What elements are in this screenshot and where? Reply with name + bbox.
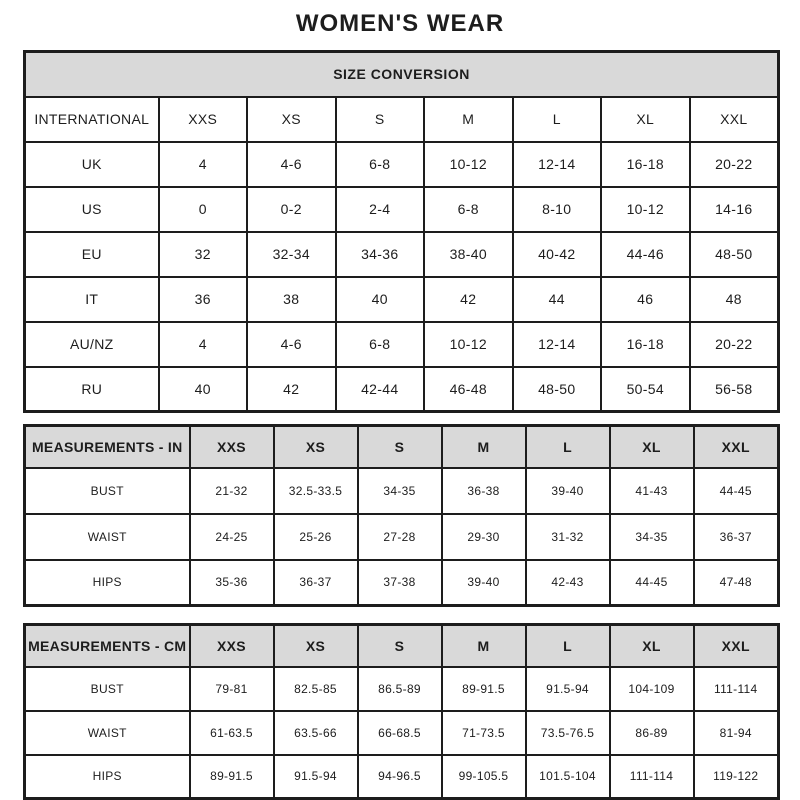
value-cell: 44-45 [610,560,694,606]
value-cell: 20-22 [690,322,779,367]
value-cell: 42-44 [336,367,425,412]
value-cell: 89-91.5 [190,755,274,799]
value-cell: 16-18 [601,322,690,367]
table-row-bust [25,468,779,514]
column-header-m: M [442,426,526,468]
column-header-m: M [442,625,526,667]
value-cell: 82.5-85 [274,667,358,711]
value-cell: 50-54 [601,367,690,412]
value-cell: 36 [159,277,248,322]
column-header-xxs: XXS [190,625,274,667]
value-cell: 61-63.5 [190,711,274,755]
column-header-xl: XL [610,625,694,667]
value-cell: 4-6 [247,142,336,187]
column-header-s: S [358,426,442,468]
value-cell: 42 [247,367,336,412]
value-cell: 91.5-94 [274,755,358,799]
table-row-waist [25,514,779,560]
table-row-bust [25,667,779,711]
table-row-it [25,277,779,322]
table-row-eu [25,232,779,277]
value-cell: 56-58 [690,367,779,412]
table-row-au-nz [25,322,779,367]
value-cell: 38 [247,277,336,322]
value-cell: 89-91.5 [442,667,526,711]
value-cell: 111-114 [694,667,779,711]
value-cell: 10-12 [424,322,513,367]
column-header-xxl: XXL [690,97,779,142]
table-title-row [25,52,779,97]
value-cell: 27-28 [358,514,442,560]
column-header-measurements-in: MEASUREMENTS - IN [25,426,190,468]
value-cell: 39-40 [526,468,610,514]
table-row-hips [25,755,779,799]
value-cell: 40 [159,367,248,412]
value-cell: 37-38 [358,560,442,606]
row-label: BUST [25,667,190,711]
measurements-cm-header-row [25,625,779,667]
value-cell: 35-36 [190,560,274,606]
value-cell: 21-32 [190,468,274,514]
size-conversion-header-row [25,97,779,142]
value-cell: 48-50 [690,232,779,277]
value-cell: 91.5-94 [526,667,610,711]
value-cell: 16-18 [601,142,690,187]
column-header-l: L [513,97,602,142]
value-cell: 48-50 [513,367,602,412]
measurements-in-header-row [25,426,779,468]
value-cell: 6-8 [424,187,513,232]
row-label: AU/NZ [25,322,159,367]
row-label: WAIST [25,514,190,560]
value-cell: 42-43 [526,560,610,606]
value-cell: 32-34 [247,232,336,277]
column-header-xxl: XXL [694,426,779,468]
value-cell: 24-25 [190,514,274,560]
value-cell: 0-2 [247,187,336,232]
row-label: HIPS [25,755,190,799]
column-header-s: S [336,97,425,142]
value-cell: 44 [513,277,602,322]
row-label: WAIST [25,711,190,755]
value-cell: 25-26 [274,514,358,560]
column-header-xl: XL [601,97,690,142]
column-header-xs: XS [247,97,336,142]
column-header-measurements-cm: MEASUREMENTS - CM [25,625,190,667]
value-cell: 36-37 [694,514,779,560]
table-row-uk [25,142,779,187]
value-cell: 32.5-33.5 [274,468,358,514]
column-header-xl: XL [610,426,694,468]
column-header-l: L [526,426,610,468]
value-cell: 44-45 [694,468,779,514]
table-row-waist [25,711,779,755]
value-cell: 41-43 [610,468,694,514]
value-cell: 104-109 [610,667,694,711]
value-cell: 46 [601,277,690,322]
value-cell: 4 [159,322,248,367]
value-cell: 14-16 [690,187,779,232]
size-conversion-table-title: SIZE CONVERSION [25,52,779,97]
column-header-xs: XS [274,426,358,468]
value-cell: 4-6 [247,322,336,367]
row-label: EU [25,232,159,277]
value-cell: 66-68.5 [358,711,442,755]
value-cell: 34-35 [610,514,694,560]
row-label: HIPS [25,560,190,606]
row-label: IT [25,277,159,322]
value-cell: 10-12 [424,142,513,187]
value-cell: 4 [159,142,248,187]
value-cell: 79-81 [190,667,274,711]
size-conversion-table [23,50,780,413]
value-cell: 6-8 [336,142,425,187]
value-cell: 81-94 [694,711,779,755]
column-header-s: S [358,625,442,667]
value-cell: 6-8 [336,322,425,367]
value-cell: 36-37 [274,560,358,606]
table-row-ru [25,367,779,412]
value-cell: 94-96.5 [358,755,442,799]
measurements-cm-table [23,623,780,800]
column-header-xxs: XXS [159,97,248,142]
value-cell: 119-122 [694,755,779,799]
value-cell: 101.5-104 [526,755,610,799]
column-header-m: M [424,97,513,142]
value-cell: 40 [336,277,425,322]
value-cell: 73.5-76.5 [526,711,610,755]
value-cell: 10-12 [601,187,690,232]
value-cell: 31-32 [526,514,610,560]
value-cell: 8-10 [513,187,602,232]
value-cell: 63.5-66 [274,711,358,755]
value-cell: 20-22 [690,142,779,187]
column-header-xxs: XXS [190,426,274,468]
value-cell: 0 [159,187,248,232]
value-cell: 29-30 [442,514,526,560]
value-cell: 34-36 [336,232,425,277]
row-label: UK [25,142,159,187]
column-header-international: INTERNATIONAL [25,97,159,142]
column-header-xs: XS [274,625,358,667]
column-header-xxl: XXL [694,625,779,667]
row-label: BUST [25,468,190,514]
value-cell: 48 [690,277,779,322]
measurements-in-table [23,424,780,607]
column-header-l: L [526,625,610,667]
value-cell: 32 [159,232,248,277]
value-cell: 42 [424,277,513,322]
table-row-us [25,187,779,232]
value-cell: 36-38 [442,468,526,514]
value-cell: 2-4 [336,187,425,232]
page-title: WOMEN'S WEAR [295,10,505,37]
row-label: RU [25,367,159,412]
value-cell: 39-40 [442,560,526,606]
value-cell: 46-48 [424,367,513,412]
value-cell: 34-35 [358,468,442,514]
value-cell: 12-14 [513,142,602,187]
value-cell: 99-105.5 [442,755,526,799]
value-cell: 40-42 [513,232,602,277]
value-cell: 71-73.5 [442,711,526,755]
value-cell: 86-89 [610,711,694,755]
value-cell: 111-114 [610,755,694,799]
value-cell: 86.5-89 [358,667,442,711]
value-cell: 38-40 [424,232,513,277]
table-row-hips [25,560,779,606]
value-cell: 47-48 [694,560,779,606]
value-cell: 12-14 [513,322,602,367]
value-cell: 44-46 [601,232,690,277]
row-label: US [25,187,159,232]
